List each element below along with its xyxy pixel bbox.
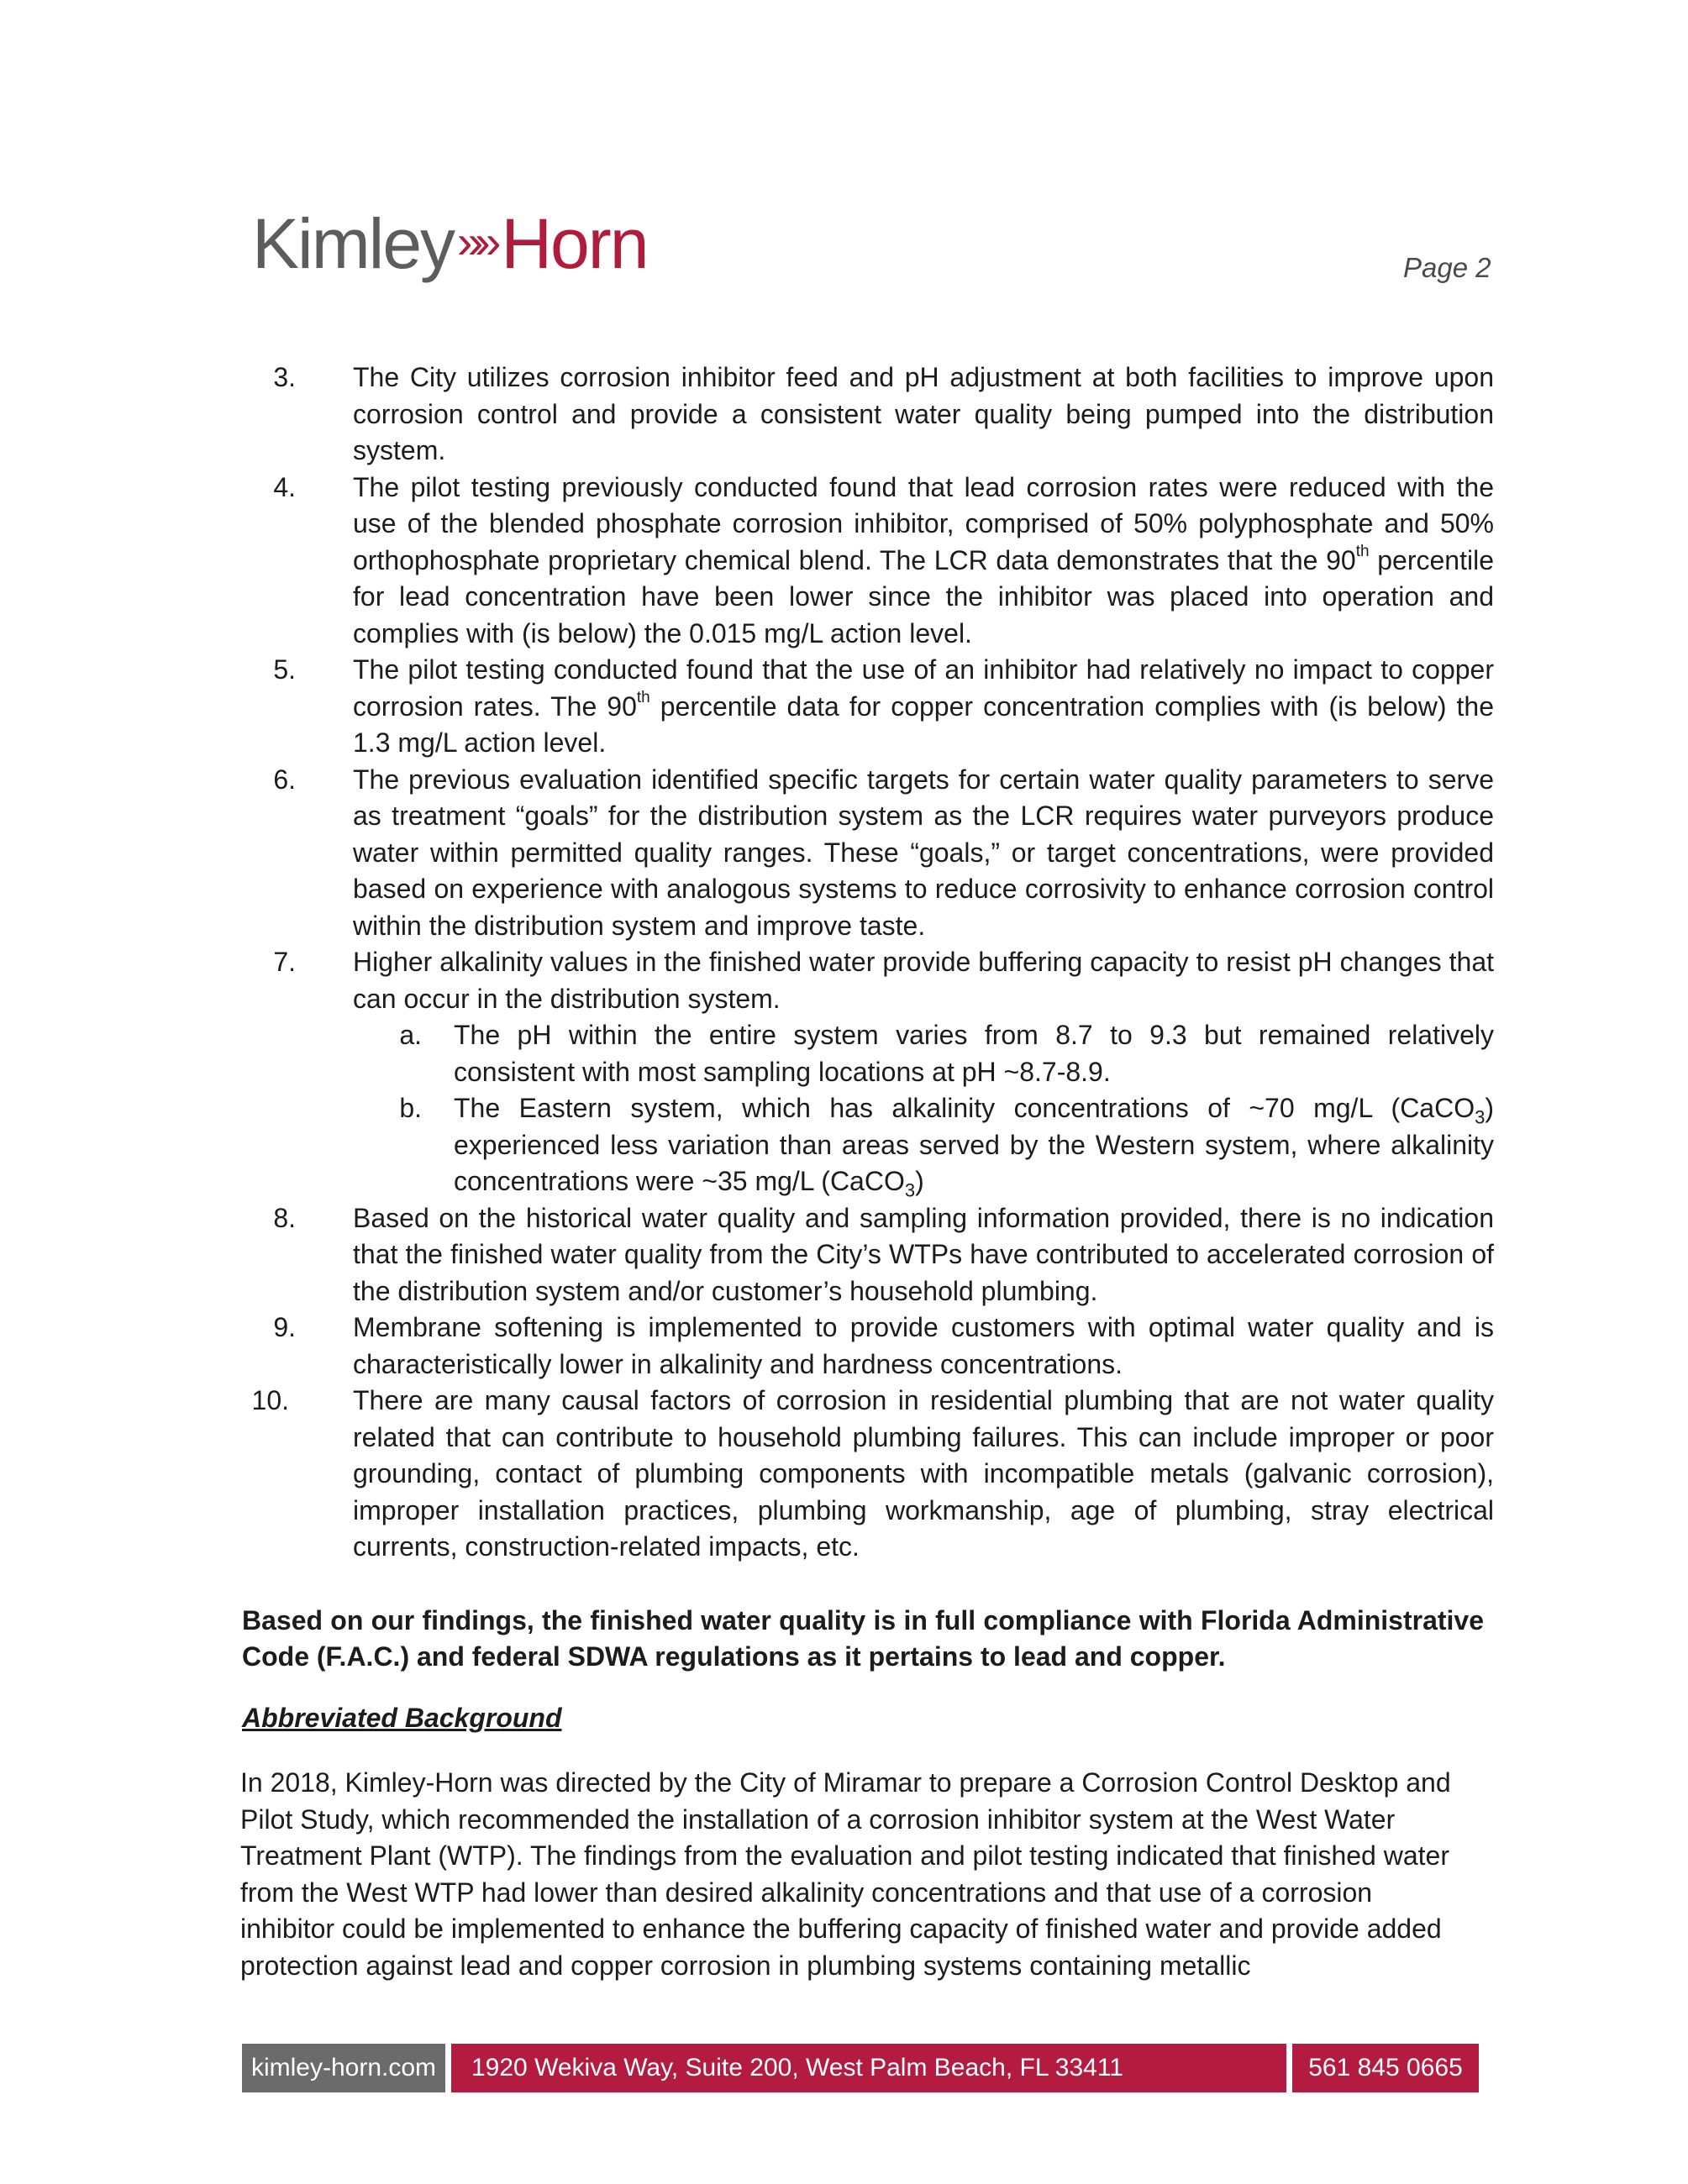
list-item-text: [294, 652, 1494, 762]
list-item-number: 5.: [273, 654, 296, 685]
list-item: [273, 360, 1494, 470]
list-item-text: The previous evaluation identified specific targets for certain water quality parameters to serve as treatment “goals” for the distribution system as the LCR requires water purveyors produce water within permitted quality ranges. These “goals,” or target concentrations, were provided based on experience with analogous systems to reduce corrosivity to enhance corrosion control within the distribution system and improve taste.: [353, 764, 1494, 941]
text-segment: ): [915, 1166, 924, 1196]
list-item: [273, 1310, 1494, 1383]
list-item-text: The City utilizes corrosion inhibitor feed and pH adjustment at both facilities to improve upon corrosion control and provide a consistent water quality being pumped into the distribution system.: [353, 362, 1494, 465]
conclusion-statement: Based on our findings, the finished water quality is in full compliance with Florida Administrative Code (F.A.C.) and federal SDWA regulations as it pertains to lead and copper.: [242, 1605, 1484, 1672]
sub-list-item: [399, 1017, 1494, 1090]
list-item-number: 7.: [273, 947, 296, 977]
logo-chevron-icon: »»: [457, 215, 493, 268]
list-item-number: 10.: [251, 1385, 289, 1415]
text-segment: The pilot testing conducted found that the use of an inhibitor had relatively no impact to copper corrosion rates. The 90: [353, 654, 1494, 722]
list-item: [273, 944, 1494, 1201]
sub-item-letter: b.: [399, 1093, 422, 1123]
footer-phone: 561 845 0665: [1292, 2044, 1479, 2092]
superscript: th: [636, 688, 650, 706]
list-item-text: There are many causal factors of corrosion in residential plumbing that are not water quality related that can contribute to household plumbing failures. This can include improper or poor grounding, contact of plumbing components with incompatible metals (galvanic corrosion), improper installation practices, plumbing workmanship, age of plumbing, stray electrical currents, construction-related impacts, etc.: [353, 1385, 1494, 1562]
list-item-text: Based on the historical water quality and sampling information provided, there is no indication that the finished water quality from the City’s WTPs have contributed to accelerated corrosion of the distribution system and/or customer’s household plumbing.: [353, 1202, 1494, 1306]
findings-list: [251, 360, 1495, 1566]
logo-horn-text: Horn: [501, 204, 648, 283]
list-item-number: 9.: [273, 1312, 296, 1342]
list-item-number: 8.: [273, 1202, 296, 1233]
list-item: [273, 652, 1495, 762]
page-number: Page 2: [1403, 252, 1491, 283]
sub-item-text: [454, 1093, 1494, 1201]
section-heading: Abbreviated Background: [242, 1703, 562, 1733]
sub-item-letter: a.: [399, 1020, 422, 1050]
subscript: 3: [904, 1179, 916, 1201]
subscript: 3: [1475, 1106, 1486, 1128]
list-item: [251, 1383, 1494, 1566]
list-item: [273, 762, 1494, 945]
background-paragraph: In 2018, Kimley-Horn was directed by the City of Miramar to prepare a Corrosion Control Desktop and Pilot Study, which recommended the installation of a corrosion inhibitor system at the West Water Treatment Plant (WTP). The findings from the evaluation and pilot testing indicated that finished water from the West WTP had lower than desired alkalinity concentrations and that use of a corrosion inhibitor could be implemented to enhance the buffering capacity of finished water and provide added protection against lead and copper corrosion in plumbing systems containing metallic: [240, 1767, 1451, 1981]
list-item: [273, 1200, 1494, 1310]
sub-item-text: The pH within the entire system varies from 8.7 to 9.3 but remained relatively consistent with most sampling locations at pH ~8.7-8.9.: [454, 1020, 1494, 1087]
list-item: [273, 470, 1494, 653]
logo-kimley-text: Kimley: [252, 204, 455, 283]
list-item-text: [294, 470, 1494, 653]
text-segment: The Eastern system, which has alkalinity concentrations of ~70 mg/L (CaCO: [454, 1093, 1475, 1123]
text-segment: percentile for lead concentration have been lower since the inhibitor was placed into operation and complies with (is below) the 0.015 mg/L action level.: [353, 544, 1494, 648]
footer-address: 1920 Wekiva Way, Suite 200, West Palm Beach, FL 33411: [451, 2044, 1286, 2092]
list-item-text: Membrane softening is implemented to provide customers with optimal water quality and is characteristically lower in alkalinity and hardness concentrations.: [353, 1312, 1494, 1379]
superscript: th: [1355, 542, 1370, 560]
company-logo: [252, 204, 648, 283]
text-segment: ) experienced less variation than areas served by the Western system, where alkalinity concentrations were ~35 mg/L (CaCO: [454, 1093, 1494, 1196]
list-item-number: 4.: [273, 471, 296, 502]
text-segment: percentile data for copper concentration complies with (is below) the 1.3 mg/L action level.: [353, 690, 1495, 758]
text-segment: The pilot testing previously conducted found that lead corrosion rates were reduced with the use of the blended phosphate corrosion inhibitor, comprised of 50% polyphosphate and 50% orthophosphate proprietary chemical blend. The LCR data demonstrates that the 90: [353, 471, 1494, 575]
list-item-text: Higher alkalinity values in the finished water provide buffering capacity to resist pH changes that can occur in the distribution system.: [353, 947, 1494, 1014]
list-item-number: 3.: [273, 362, 296, 392]
list-item-number: 6.: [273, 764, 296, 795]
footer-website: kimley-horn.com: [242, 2044, 445, 2092]
sub-list-item: [399, 1090, 1494, 1201]
